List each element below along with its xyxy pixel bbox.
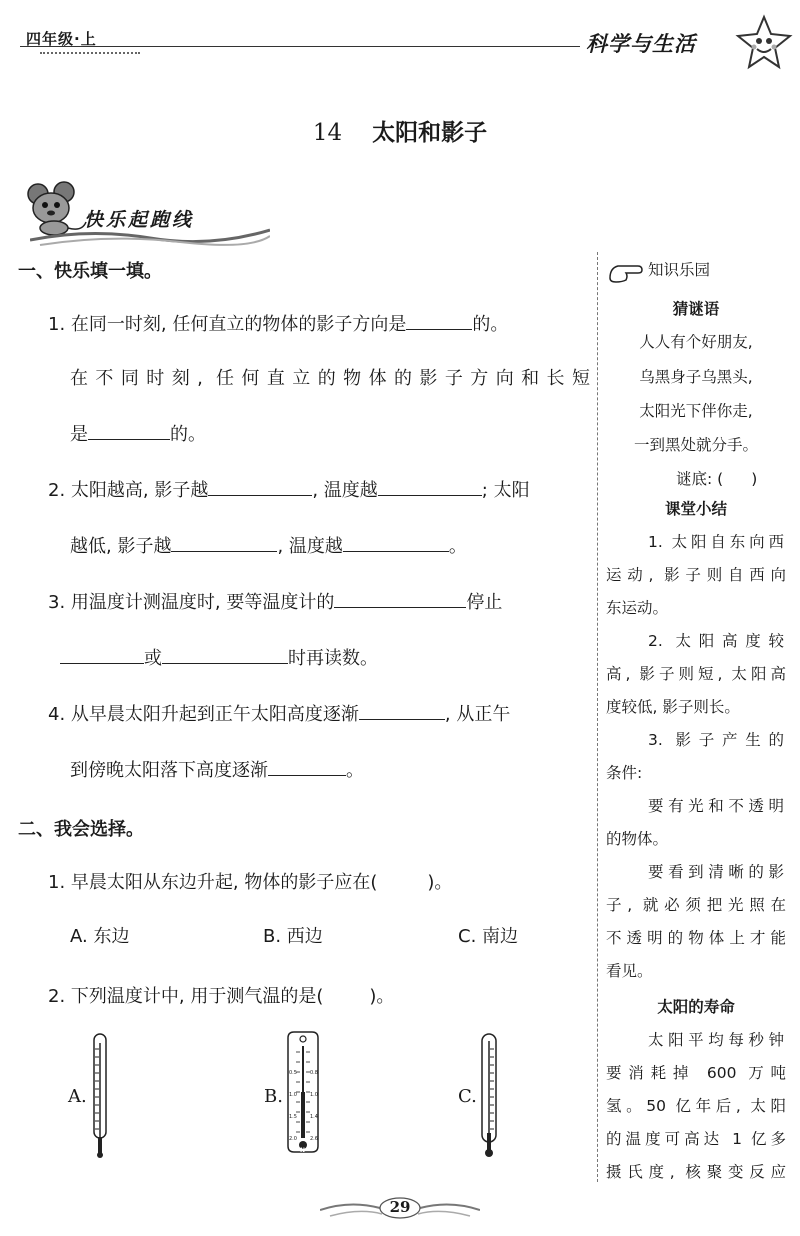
sun-life-line: 氢。50 亿年后, 太阳 [606, 1097, 786, 1115]
lesson-title [0, 114, 800, 147]
summary-line: 3. 影子产生的 [648, 731, 784, 749]
q3-line2 [60, 644, 378, 670]
scale-label: 2.6 [310, 1136, 318, 1142]
riddle-line-3: 太阳光下伴你走, [639, 402, 753, 420]
q2-text-b: , 温度越 [312, 480, 378, 501]
summary-line: 条件: [606, 764, 643, 782]
q2-blank-1[interactable] [208, 477, 312, 496]
q2-text-a: 2. 太阳越高, 影子越 [48, 480, 209, 501]
riddle-answer-close: ) [751, 470, 758, 488]
sidebar-box-title: 知识乐园 [648, 261, 711, 279]
pointing-hand-icon [608, 258, 644, 284]
s2-q2 [48, 982, 394, 1008]
riddle-answer [676, 464, 796, 495]
q3-text-a: 3. 用温度计测温度时, 要等温度计的 [48, 592, 335, 613]
summary-line: 看见。 [606, 962, 653, 980]
q1-text-d: 的。 [170, 424, 206, 445]
q4-text-b: , 从正午 [444, 704, 511, 725]
section2-heading: 二、我会选择。 [18, 819, 144, 840]
summary-line: 不透明的物体上才能 [606, 929, 786, 947]
q2-blank-2[interactable] [378, 477, 482, 496]
sun-life-line: 要消耗掉 600 万吨 [606, 1064, 786, 1082]
scale-label: 1.5 [289, 1114, 297, 1120]
q4-line2 [70, 756, 364, 782]
q3-text-b: 停止 [466, 592, 503, 613]
banner-label: 快乐起跑线 [84, 209, 195, 231]
q1-line3 [70, 420, 206, 446]
sun-life-line: 摄氏度, 核聚变反应 [606, 1163, 786, 1181]
lesson-number: 14 [312, 120, 343, 146]
q1-blank-1[interactable] [406, 311, 472, 330]
q2-line2 [70, 532, 467, 558]
scale-label: 1.0 [289, 1092, 297, 1098]
q3-line1 [48, 588, 502, 614]
option-b[interactable]: B. 西边 [263, 926, 323, 947]
q2-text-d: 越低, 影子越 [70, 536, 172, 557]
riddle-line-1: 人人有个好朋友, [639, 333, 753, 351]
s2-q2-text-a: 2. 下列温度计中, 用于测气温的是( [48, 986, 324, 1007]
q4-blank-2[interactable] [268, 757, 346, 776]
thermometer-c-label[interactable]: C. [458, 1086, 477, 1107]
sidebar-divider [597, 252, 598, 1182]
q2-line1 [48, 476, 530, 502]
s2-q1 [48, 868, 452, 894]
q2-blank-4[interactable] [343, 533, 449, 552]
section1-heading: 一、快乐填一填。 [18, 261, 162, 282]
riddle-title: 猜谜语 [672, 300, 720, 318]
q4-line1 [48, 700, 510, 726]
q3-blank-1[interactable] [334, 589, 466, 608]
q3-text-d: 时再读数。 [288, 648, 378, 669]
q1-text-a: 1. 在同一时刻, 任何直立的物体的影子方向是 [48, 314, 407, 335]
q2-blank-3[interactable] [171, 533, 277, 552]
summary-line: 1. 太阳自东向西 [648, 533, 784, 551]
option-a[interactable]: A. 东边 [70, 926, 130, 947]
thermometer-b-mark: N [300, 1147, 306, 1154]
summary-line: 要看到清晰的影 [648, 863, 784, 881]
summary-line: 度较低, 影子则长。 [606, 698, 740, 716]
scale-label: 0.8 [310, 1070, 318, 1076]
q4-text-a: 4. 从早晨太阳升起到正午太阳高度逐渐 [48, 704, 359, 725]
q3-blank-2[interactable] [60, 645, 144, 664]
summary-line: 高, 影子则短, 太阳高 [606, 665, 786, 683]
series-title: 科学与生活 [586, 32, 696, 56]
sun-life-line: 的温度可高达 1 亿多 [606, 1130, 786, 1148]
thermometer-c-icon [478, 1033, 500, 1159]
riddle-line-4: 一到黑处就分手。 [633, 436, 758, 454]
summary-line: 的物体。 [606, 830, 669, 848]
scale-label: 1.0 [310, 1092, 318, 1098]
s2-q1-text-a: 1. 早晨太阳从东边升起, 物体的影子应在( [48, 872, 378, 893]
q2-text-f: 。 [448, 536, 467, 557]
scale-label: 0.5 [289, 1070, 297, 1076]
summary-line: 东运动。 [606, 599, 669, 617]
scale-label: 2.0 [289, 1136, 297, 1142]
q2-text-c: ; 太阳 [481, 480, 530, 501]
s2-q1-text-b: )。 [427, 872, 453, 893]
summary-line: 运动, 影子则自西向 [606, 566, 786, 584]
grade-label: 四年级·上 [26, 30, 97, 48]
summary-line: 子, 就必须把光照在 [606, 896, 786, 914]
star-mascot-icon [735, 14, 793, 72]
s2-q2-text-b: )。 [369, 986, 395, 1007]
sun-life-line: 太阳平均每秒钟 [648, 1031, 784, 1049]
q3-text-c: 或 [144, 648, 162, 669]
q2-text-e: , 温度越 [277, 536, 343, 557]
q4-text-c: 到傍晚太阳落下高度逐渐 [70, 760, 268, 781]
q1-text-b: 的。 [472, 314, 509, 335]
q1-blank-2[interactable] [88, 421, 170, 440]
summary-title: 课堂小结 [664, 500, 727, 518]
sun-life-title: 太阳的寿命 [657, 998, 735, 1016]
scale-label: 1.4 [310, 1114, 318, 1120]
q1-text-c: 是 [70, 424, 88, 445]
summary-line: 要有光和不透明 [648, 797, 784, 815]
summary-line: 2. 太阳高度较 [648, 632, 784, 650]
q1-line1 [48, 310, 508, 336]
thermometer-b-icon [284, 1028, 322, 1156]
page-number: 29 [389, 1198, 411, 1216]
thermometer-b-label[interactable]: B. [264, 1086, 283, 1107]
thermometer-a-label[interactable]: A. [68, 1086, 87, 1107]
riddle-line-2: 乌黑身子乌黑头, [639, 368, 753, 386]
q4-blank-1[interactable] [359, 701, 445, 720]
header-rule [20, 46, 580, 47]
q4-text-d: 。 [346, 760, 364, 781]
option-c[interactable]: C. 南边 [458, 926, 519, 947]
riddle-answer-label: 谜底: ( [676, 470, 724, 488]
header-dotted-rule [40, 52, 140, 54]
lesson-name: 太阳和影子 [372, 120, 488, 146]
thermometer-a-icon [90, 1033, 110, 1159]
q3-blank-3[interactable] [162, 645, 288, 664]
q1-line2: 在不同时刻, 任何直立的物体的影子方向和长短 [70, 368, 590, 389]
